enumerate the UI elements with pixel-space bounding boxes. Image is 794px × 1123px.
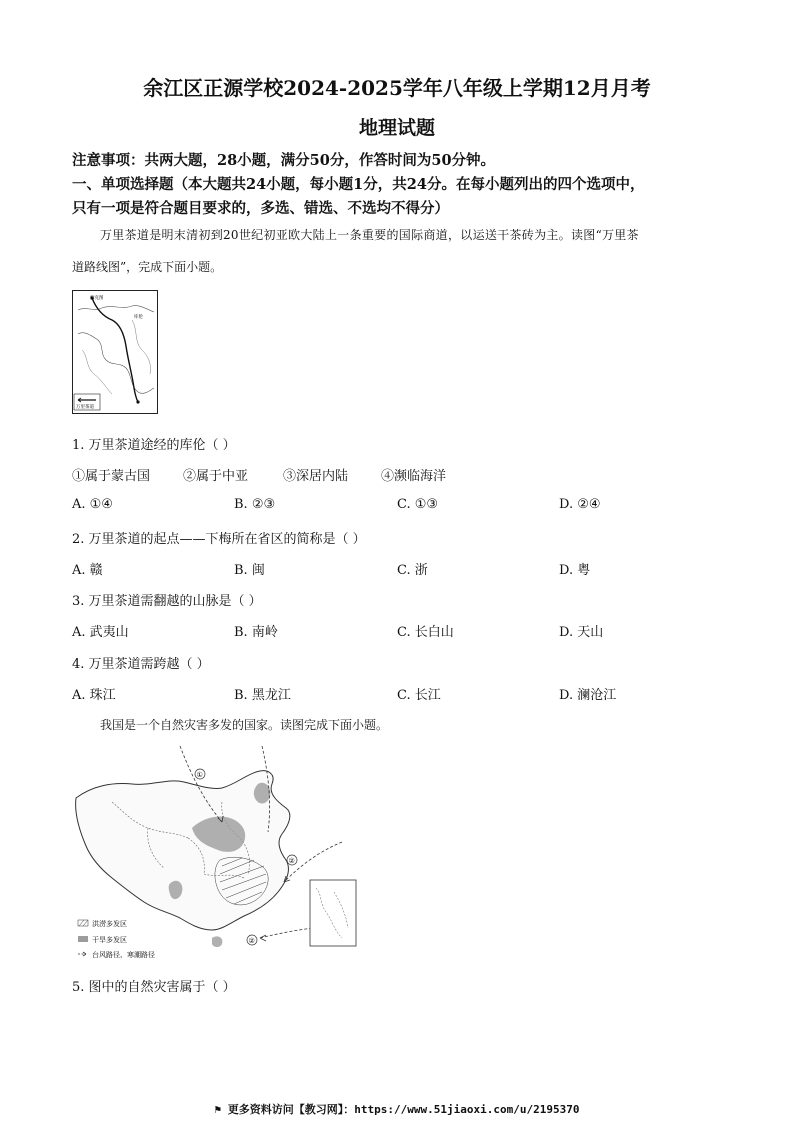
question-2-option-a[interactable]: A. 赣 xyxy=(72,563,103,578)
map2-marker-3: ② xyxy=(248,937,255,945)
passage1-line1: 万里茶道是明末清初到20世纪初亚欧大陆上一条重要的国际商道，以运送干茶砖为主。读图“万里茶 xyxy=(100,228,639,242)
map2-marker-1: ① xyxy=(196,771,203,779)
footer-link[interactable]: 更多资料访问【教习网】：https://www.51jiaoxi.com/u/2195370 xyxy=(227,1103,580,1116)
map2-marker-2: ② xyxy=(288,857,295,865)
notice: 注意事项：共两大题，28小题，满分50分，作答时间为50分钟。 xyxy=(72,152,496,169)
section1-heading-line2: 只有一项是符合题目要求的，多选、错选、不选均不得分） xyxy=(72,200,449,217)
question-1-stem: 1. 万里茶道途经的库伦（ ） xyxy=(72,438,236,453)
question-3-option-b[interactable]: B. 南岭 xyxy=(234,625,278,640)
question-1-statement-2: ②属于中亚 xyxy=(183,469,249,484)
page-subtitle: 地理试题 xyxy=(358,117,435,139)
footer[interactable] xyxy=(0,1101,794,1117)
question-3-option-c[interactable]: C. 长白山 xyxy=(397,625,454,640)
map1-label-top: 恰克图 xyxy=(90,296,104,301)
map1-label-right: 库伦 xyxy=(134,315,143,320)
map1-label-bottom: 万里茶道 xyxy=(76,405,94,410)
question-2-stem: 2. 万里茶道的起点——下梅所在省区的简称是（ ） xyxy=(72,532,366,547)
tea-road-map xyxy=(72,290,158,414)
question-2-option-c[interactable]: C. 浙 xyxy=(397,563,428,578)
question-3-option-a[interactable]: A. 武夷山 xyxy=(72,625,129,640)
flag-icon: ⚑ xyxy=(214,1103,228,1116)
question-1-option-c[interactable]: C. ①③ xyxy=(397,497,439,512)
passage1-line2: 道路线图”，完成下面小题。 xyxy=(72,260,223,274)
question-4-option-b[interactable]: B. 黑龙江 xyxy=(234,688,291,703)
china-disaster-map xyxy=(72,742,372,968)
question-4-option-d[interactable]: D. 澜沧江 xyxy=(559,688,617,703)
map2-legend-flood: 洪涝多发区 xyxy=(92,920,127,928)
question-1-option-d[interactable]: D. ②④ xyxy=(559,497,601,512)
question-1-statement-4: ④濒临海洋 xyxy=(381,469,447,484)
question-4-option-a[interactable]: A. 珠江 xyxy=(72,688,116,703)
question-1-option-b[interactable]: B. ②③ xyxy=(234,497,276,512)
map2-legend-paths: 台风路径、寒潮路径 xyxy=(92,951,155,959)
question-2-option-b[interactable]: B. 闽 xyxy=(234,563,265,578)
question-2-option-d[interactable]: D. 粤 xyxy=(559,563,591,578)
question-1-statement-1: ①属于蒙古国 xyxy=(72,469,151,484)
question-4-option-c[interactable]: C. 长江 xyxy=(397,688,441,703)
question-3-option-d[interactable]: D. 天山 xyxy=(559,625,604,640)
passage2: 我国是一个自然灾害多发的国家。读图完成下面小题。 xyxy=(100,718,389,732)
question-1-statement-3: ③深居内陆 xyxy=(283,469,349,484)
map2-legend-drought: 干旱多发区 xyxy=(92,936,127,944)
section1-heading-line1: 一、单项选择题（本大题共24小题，每小题1分，共24分。在每小题列出的四个选项中， xyxy=(72,176,645,193)
question-4-stem: 4. 万里茶道需跨越（ ） xyxy=(72,657,210,672)
question-5-stem: 5. 图中的自然灾害属于（ ） xyxy=(72,980,236,995)
page-title: 余江区正源学校2024-2025学年八年级上学期12月月考 xyxy=(143,76,651,100)
question-3-stem: 3. 万里茶道需翻越的山脉是（ ） xyxy=(72,594,262,609)
question-1-option-a[interactable]: A. ①④ xyxy=(72,497,113,512)
